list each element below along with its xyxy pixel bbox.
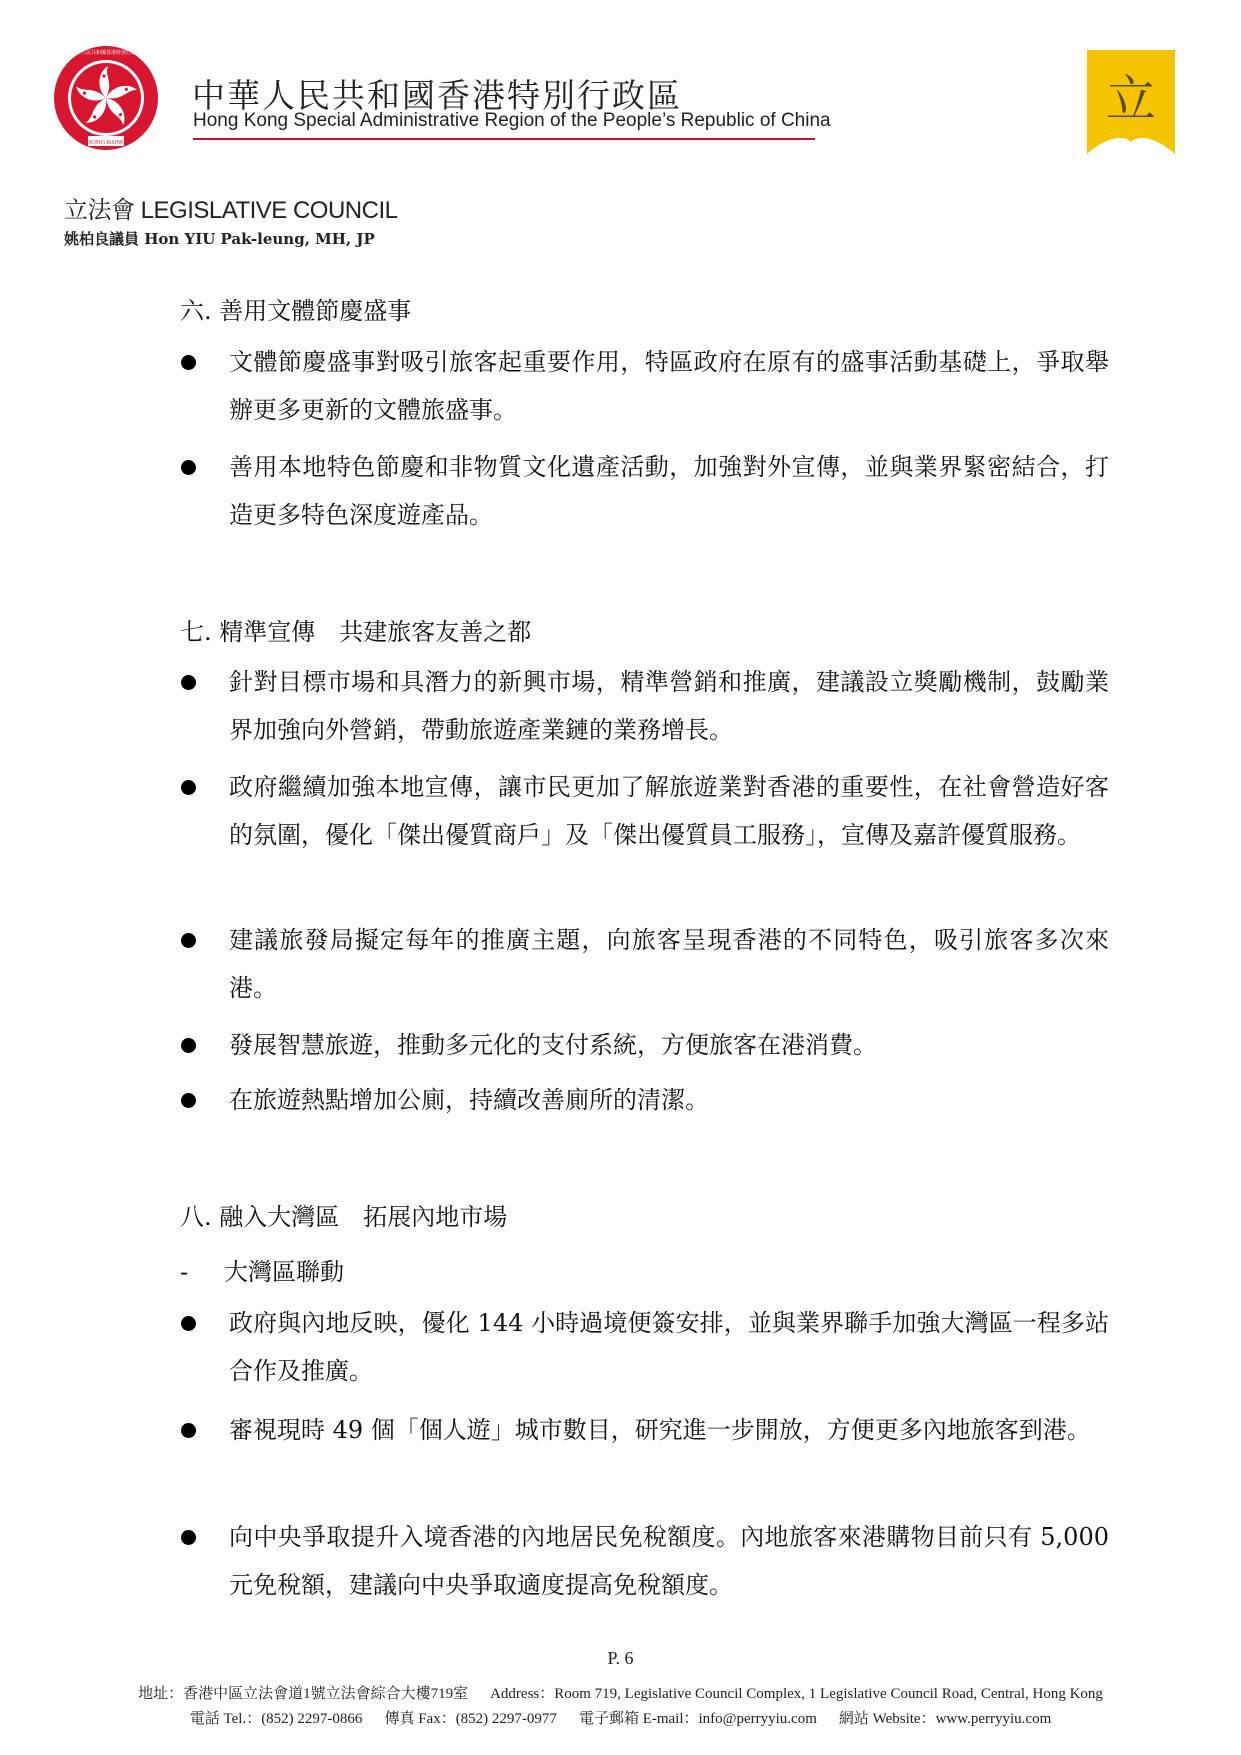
bullet-icon <box>181 1093 196 1108</box>
section-8-heading: 八. 融入大灣區 拓展內地市場 <box>180 1203 508 1231</box>
list-item: 建議旅發局擬定每年的推廣主題，向旅客呈現香港的不同特色，吸引旅客多次來港。 <box>229 926 1109 1002</box>
legco-name: 立法會 LEGISLATIVE COUNCIL <box>64 197 398 224</box>
subsection-title: 大灣區聯動 <box>224 1258 344 1286</box>
bullet-icon <box>181 1423 196 1438</box>
footer-email[interactable]: 電子郵箱 E-mail：info@perryyiu.com <box>578 1711 817 1727</box>
hksar-title-en: Hong Kong Special Administrative Region of the People’s Republic of China <box>193 110 831 131</box>
bullet-icon <box>181 933 196 948</box>
list-item: 政府與內地反映，優化 144 小時過境便簽安排，並與業界聯手加強大灣區一程多站合作及推廣。 <box>229 1309 1109 1385</box>
section-6-heading: 六. 善用文體節慶盛事 <box>180 297 412 325</box>
footer-fax: 傳真 Fax：(852) 2297-0977 <box>384 1711 557 1727</box>
list-item: 針對目標市場和具潛力的新興市場，精準營銷和推廣，建議設立獎勵機制，鼓勵業界加強向外營銷，帶動旅遊產業鏈的業務增長。 <box>229 668 1109 744</box>
list-item: 文體節慶盛事對吸引旅客起重要作用，特區政府在原有的盛事活動基礎上，爭取舉辦更多更新的文體旅盛事。 <box>229 348 1109 424</box>
hksar-emblem <box>52 44 160 152</box>
list-item: 發展智慧旅遊，推動多元化的支付系統，方便旅客在港消費。 <box>229 1031 877 1059</box>
bullet-icon <box>181 1530 196 1545</box>
footer-address <box>0 1682 1241 1703</box>
footer-website[interactable]: 網站 Website：www.perryyiu.com <box>838 1711 1052 1727</box>
header-divider <box>193 138 815 140</box>
svg-text:立: 立 <box>1106 70 1156 128</box>
bullet-icon <box>181 1038 196 1053</box>
bullet-icon <box>181 780 196 795</box>
list-item: 審視現時 49 個「個人遊」城市數目，研究進一步開放，方便更多內地旅客到港。 <box>229 1416 1091 1444</box>
list-item: 向中央爭取提升入境香港的內地居民免稅額度。內地旅客來港購物目前只有 5,000 元免稅額，建議向中央爭取適度提高免稅額度。 <box>229 1523 1109 1599</box>
bullet-icon <box>181 460 196 475</box>
bullet-icon <box>181 675 196 690</box>
svg-text:HONG KONG: HONG KONG <box>86 139 126 146</box>
address-zh: 地址：香港中區立法會道1號立法會綜合大樓719室 <box>138 1686 469 1702</box>
hksar-title-zh: 中華人民共和國香港特別行政區 <box>192 76 682 115</box>
svg-text:中華人民共和國香港特別行政區: 中華人民共和國香港特別行政區 <box>70 50 142 56</box>
bullet-icon <box>181 1316 196 1331</box>
list-item: 政府繼續加強本地宣傳，讓市民更加了解旅遊業對香港的重要性，在社會營造好客的氛圍，優化「傑出優質商戶」及「傑出優質員工服務」，宣傳及嘉許優質服務。 <box>229 773 1109 849</box>
subsection-heading <box>180 1252 344 1287</box>
member-name: 姚柏良議員 Hon YIU Pak-leung, MH, JP <box>64 230 375 248</box>
dash-marker: - <box>180 1258 189 1286</box>
section-7-heading: 七. 精準宣傳 共建旅客友善之都 <box>180 618 532 646</box>
page-number: P. 6 <box>607 1648 634 1668</box>
list-item: 善用本地特色節慶和非物質文化遺產活動，加強對外宣傳，並與業界緊密結合，打造更多特色深度遊產品。 <box>229 453 1109 529</box>
list-item: 在旅遊熱點增加公廁，持續改善廁所的清潔。 <box>229 1086 709 1114</box>
bullet-icon <box>181 355 196 370</box>
legco-logo <box>1087 50 1175 154</box>
footer-tel: 電話 Tel.：(852) 2297-0866 <box>189 1711 363 1727</box>
address-en: Address：Room 719, Legislative Council Complex, 1 Legislative Council Road, Central, Hong Kong <box>490 1686 1103 1702</box>
footer-contact <box>0 1707 1241 1728</box>
